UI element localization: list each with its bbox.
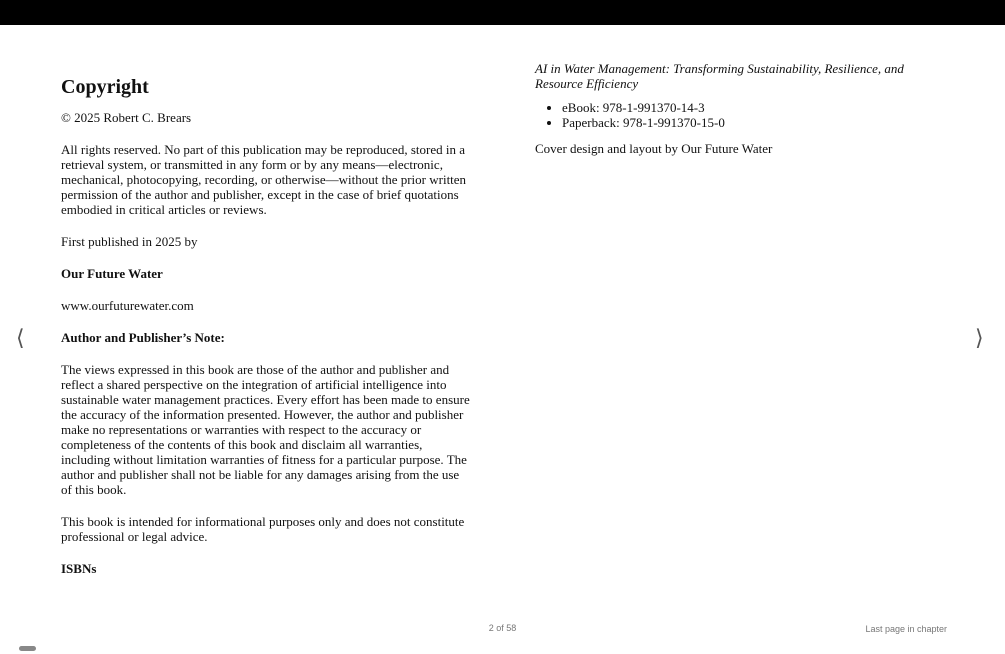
publisher-name: Our Future Water [61,266,163,281]
chevron-left-icon[interactable]: ⟨ [16,326,25,351]
isbns-heading: ISBNs [61,561,97,576]
isbn-item-ebook: • eBook: 978-1-991370-14-3 [562,100,947,115]
chevron-right-icon[interactable]: ⟩ [975,326,984,351]
chapter-status: Last page in chapter [865,624,947,634]
isbn-list [535,100,947,130]
book-title: AI in Water Management: Transforming Sustainability, Resilience, and Resource Efficiency [535,61,904,91]
cover-credit: Cover design and layout by Our Future Water [535,141,773,156]
isbn-item-paperback: • Paperback: 978-1-991370-15-0 [562,115,947,130]
note-heading: Author and Publisher’s Note: [61,330,225,345]
scroll-handle[interactable] [19,646,36,651]
rights-paragraph: All rights reserved. No part of this publication may be reproduced, stored in a retrieval system, or transmitted in any form or by any means—electronic, mechanical, photocopying, recording, or otherwise—without the prior written permission of the author and publisher, except in the case of brief quotations embodied in critical articles or reviews. [61,142,467,217]
copyright-line: © 2025 Robert C. Brears [61,110,192,125]
views-paragraph: The views expressed in this book are those of the author and publisher and reflect a shared perspective on the integration of artificial intelligence into sustainable water management practices. Every effort has been made to ensure the accuracy of the information presented. However, the author and publisher make no representations or warranties with respect to the accuracy or completeness of the contents of this book and disclaim all warranties, including without limitation warranties of fitness for a particular purpose. The author and publisher shall not be liable for any damages arising from the use of this book. [61,362,470,497]
page-title: Copyright [61,76,149,98]
publisher-website: www.ourfuturewater.com [61,298,194,313]
right-page [535,25,947,156]
first-published-line: First published in 2025 by [61,234,198,249]
top-bar [0,0,1005,25]
left-page [61,25,473,576]
intended-paragraph: This book is intended for informational purposes only and does not constitute professional or legal advice. [61,514,465,544]
page-counter: 2 of 58 [488,623,517,633]
